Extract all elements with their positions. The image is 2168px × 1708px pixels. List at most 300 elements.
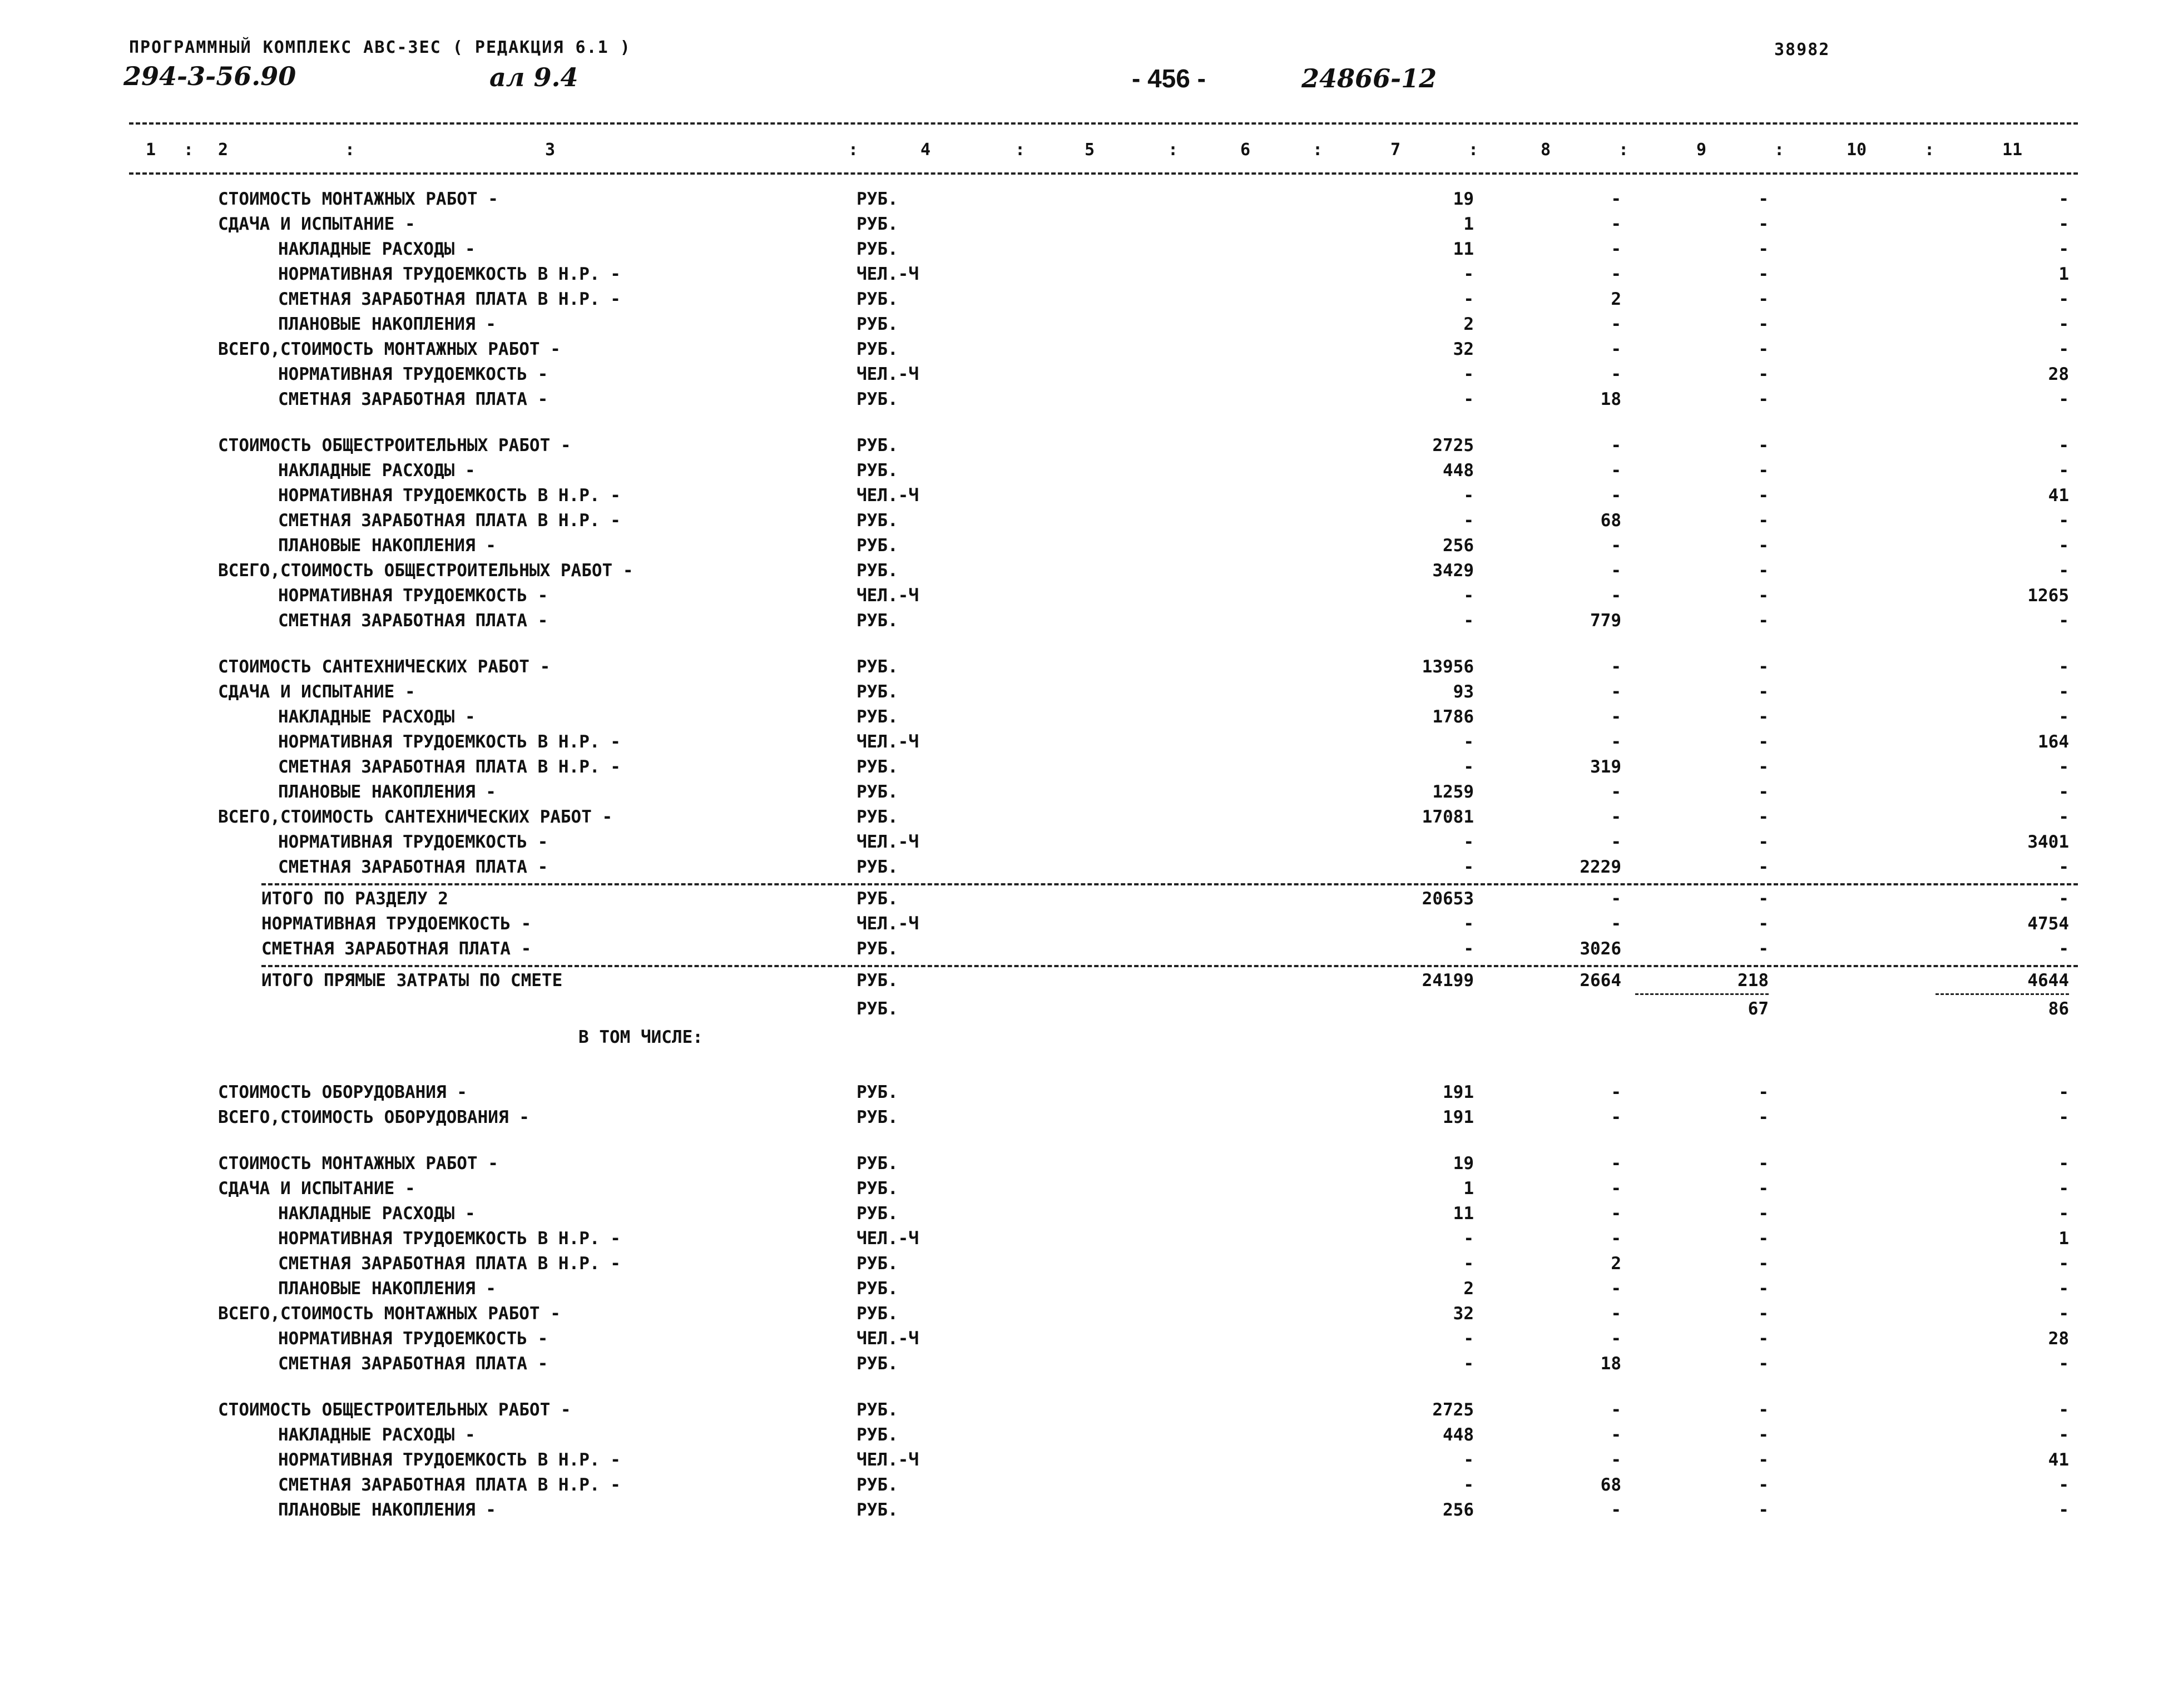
col8-cell: - — [1611, 1153, 1621, 1174]
unit-cell: РУБ. — [857, 1107, 898, 1127]
col11-cell: 164 — [2038, 732, 2069, 752]
table-row — [0, 1082, 2168, 1107]
col7-cell: 448 — [1443, 1425, 1474, 1445]
row-label: НОРМАТИВНАЯ ТРУДОЕМКОСТЬ В Н.Р. - — [278, 1450, 621, 1470]
col9-cell: - — [1758, 1304, 1769, 1324]
unit-cell: ЧЕЛ.-Ч — [857, 1329, 919, 1349]
col9-cell: - — [1758, 314, 1769, 334]
unit-cell: РУБ. — [857, 339, 898, 359]
col8-cell: 18 — [1600, 1354, 1621, 1374]
col7-cell: 13956 — [1422, 657, 1474, 677]
unit-cell: РУБ. — [857, 707, 898, 727]
col9-cell: - — [1758, 1107, 1769, 1127]
col8-cell: 68 — [1600, 511, 1621, 531]
unit-cell: РУБ. — [857, 682, 898, 702]
col9-cell: - — [1758, 1400, 1769, 1420]
col7-cell: - — [1463, 914, 1474, 934]
col11-cell: - — [2058, 611, 2069, 631]
col11-cell: 4754 — [2027, 914, 2069, 934]
col9-cell: 67 — [1748, 999, 1769, 1019]
table-row — [0, 389, 2168, 414]
column-number: 7 — [1390, 140, 1401, 160]
col9-cell: - — [1758, 214, 1769, 234]
col11-cell: - — [2058, 1204, 2069, 1224]
unit-cell: ЧЕЛ.-Ч — [857, 832, 919, 852]
col7-cell: - — [1463, 1329, 1474, 1349]
row-label: ПЛАНОВЫЕ НАКОПЛЕНИЯ - — [278, 536, 496, 556]
col11-cell: 1265 — [2027, 586, 2069, 606]
row-label: СТОИМОСТЬ ОБЩЕСТРОИТЕЛЬНЫХ РАБОТ - — [218, 1400, 571, 1420]
table-row — [0, 682, 2168, 706]
col11-cell: - — [2058, 1179, 2069, 1199]
unit-cell: РУБ. — [857, 1179, 898, 1199]
row-label: ПЛАНОВЫЕ НАКОПЛЕНИЯ - — [278, 1500, 496, 1520]
table-row — [0, 857, 2168, 882]
column-separator: : — [345, 140, 355, 160]
col8-cell: 3026 — [1580, 939, 1621, 959]
col8-cell: - — [1611, 561, 1621, 581]
col7-cell: - — [1463, 1254, 1474, 1274]
table-row — [0, 782, 2168, 806]
table-row — [0, 914, 2168, 938]
col7-cell: 20653 — [1422, 889, 1474, 909]
col8-cell: - — [1611, 1229, 1621, 1249]
column-number: 6 — [1240, 140, 1251, 160]
row-label: НОРМАТИВНАЯ ТРУДОЕМКОСТЬ В Н.Р. - — [278, 732, 621, 752]
col11-cell: - — [2058, 782, 2069, 802]
row-label: ВСЕГО,СТОИМОСТЬ ОБЩЕСТРОИТЕЛЬНЫХ РАБОТ - — [218, 561, 633, 581]
table-row — [0, 561, 2168, 585]
col11-cell: - — [2058, 511, 2069, 531]
col8-cell: - — [1611, 189, 1621, 209]
col8-cell: 2664 — [1580, 971, 1621, 991]
col7-cell: 19 — [1453, 189, 1474, 209]
col7-cell: - — [1463, 264, 1474, 284]
table-row — [0, 536, 2168, 560]
col9-cell: - — [1758, 239, 1769, 259]
table-row — [0, 1329, 2168, 1353]
unit-cell: РУБ. — [857, 389, 898, 409]
doc-code: 294-3-56.90 — [123, 61, 296, 91]
col9-cell: - — [1758, 732, 1769, 752]
table-row — [0, 1400, 2168, 1424]
col8-cell: - — [1611, 682, 1621, 702]
col11-cell: - — [2058, 1254, 2069, 1274]
table-row — [0, 1354, 2168, 1378]
col8-cell: - — [1611, 1500, 1621, 1520]
column-separator: : — [1774, 140, 1785, 160]
col8-cell: - — [1611, 1425, 1621, 1445]
col8-cell: - — [1611, 707, 1621, 727]
col7-cell: 1786 — [1432, 707, 1474, 727]
unit-cell: РУБ. — [857, 289, 898, 309]
col8-cell: - — [1611, 1179, 1621, 1199]
col7-cell: - — [1463, 511, 1474, 531]
program-title: ПРОГРАММНЫЙ КОМПЛЕКС АВС-3ЕС ( РЕДАКЦИЯ 6.1 ) — [129, 38, 631, 57]
col8-cell: - — [1611, 732, 1621, 752]
col9-cell: - — [1758, 682, 1769, 702]
col7-cell: 2 — [1463, 314, 1474, 334]
col9-cell: - — [1758, 1329, 1769, 1349]
column-separator: : — [1168, 140, 1179, 160]
col11-cell: - — [2058, 389, 2069, 409]
col8-cell: - — [1611, 1107, 1621, 1127]
unit-cell: РУБ. — [857, 1279, 898, 1299]
subtotal-rule — [1936, 993, 2069, 995]
col11-cell: - — [2058, 857, 2069, 877]
unit-cell: ЧЕЛ.-Ч — [857, 364, 919, 384]
col7-cell: - — [1463, 832, 1474, 852]
col9-cell: - — [1758, 1475, 1769, 1495]
unit-cell: РУБ. — [857, 1082, 898, 1102]
table-row — [0, 657, 2168, 681]
col11-cell: 28 — [2048, 364, 2069, 384]
col9-cell: - — [1758, 1500, 1769, 1520]
col9-cell: - — [1758, 289, 1769, 309]
row-label: СТОИМОСТЬ ОБОРУДОВАНИЯ - — [218, 1082, 467, 1102]
table-row — [0, 339, 2168, 364]
col8-cell: - — [1611, 914, 1621, 934]
col8-cell: - — [1611, 1082, 1621, 1102]
col8-cell: 18 — [1600, 389, 1621, 409]
table-row — [0, 971, 2168, 995]
col7-cell: 32 — [1453, 339, 1474, 359]
table-row — [0, 832, 2168, 857]
col9-cell: - — [1758, 807, 1769, 827]
row-label: ВСЕГО,СТОИМОСТЬ САНТЕХНИЧЕСКИХ РАБОТ - — [218, 807, 613, 827]
unit-cell: РУБ. — [857, 511, 898, 531]
column-number: 9 — [1696, 140, 1707, 160]
page-number: - 456 - — [1132, 64, 1206, 93]
unit-cell: ЧЕЛ.-Ч — [857, 264, 919, 284]
row-label: СМЕТНАЯ ЗАРАБОТНАЯ ПЛАТА - — [278, 611, 548, 631]
col11-cell: 28 — [2048, 1329, 2069, 1349]
col8-cell: - — [1611, 586, 1621, 606]
row-label: СМЕТНАЯ ЗАРАБОТНАЯ ПЛАТА В Н.Р. - — [278, 289, 621, 309]
col7-cell: 1 — [1463, 214, 1474, 234]
row-label: ИТОГО ПРЯМЫЕ ЗАТРАТЫ ПО СМЕТЕ — [261, 971, 563, 991]
table-row — [0, 1229, 2168, 1253]
row-label: ВСЕГО,СТОИМОСТЬ МОНТАЖНЫХ РАБОТ - — [218, 339, 561, 359]
col8-cell: - — [1611, 314, 1621, 334]
col11-cell: - — [2058, 707, 2069, 727]
column-number: 10 — [1847, 140, 1867, 160]
col11-cell: 1 — [2058, 264, 2069, 284]
table-row — [0, 239, 2168, 264]
col9-cell: - — [1758, 561, 1769, 581]
col11-cell: - — [2058, 461, 2069, 481]
col7-cell: - — [1463, 732, 1474, 752]
col9-cell: - — [1758, 1279, 1769, 1299]
unit-cell: РУБ. — [857, 1254, 898, 1274]
serial-number: 38982 — [1774, 40, 1830, 60]
row-label: НОРМАТИВНАЯ ТРУДОЕМКОСТЬ В Н.Р. - — [278, 264, 621, 284]
including-heading: В ТОМ ЧИСЛЕ: — [578, 1027, 703, 1047]
unit-cell: РУБ. — [857, 1425, 898, 1445]
col8-cell: - — [1611, 339, 1621, 359]
col9-cell: - — [1758, 1450, 1769, 1470]
table-row — [0, 732, 2168, 756]
col8-cell: 779 — [1590, 611, 1621, 631]
col11-cell: - — [2058, 1500, 2069, 1520]
table-row — [0, 189, 2168, 214]
table-row — [0, 1107, 2168, 1132]
subtotal-rule — [1635, 993, 1769, 995]
column-number: 5 — [1085, 140, 1095, 160]
col7-cell: 448 — [1443, 461, 1474, 481]
col9-cell: - — [1758, 1179, 1769, 1199]
col9-cell: - — [1758, 1425, 1769, 1445]
column-separator: : — [848, 140, 859, 160]
col9-cell: - — [1758, 1153, 1769, 1174]
col8-cell: - — [1611, 1204, 1621, 1224]
row-label: НАКЛАДНЫЕ РАСХОДЫ - — [278, 707, 476, 727]
col7-cell: 24199 — [1422, 971, 1474, 991]
table-row — [0, 1450, 2168, 1474]
col7-cell: - — [1463, 486, 1474, 506]
column-separator: : — [184, 140, 194, 160]
col7-cell: - — [1463, 586, 1474, 606]
row-label: СДАЧА И ИСПЫТАНИЕ - — [218, 1179, 415, 1199]
col7-cell: 19 — [1453, 1153, 1474, 1174]
col8-cell: - — [1611, 264, 1621, 284]
col8-cell: - — [1611, 239, 1621, 259]
col7-cell: 191 — [1443, 1107, 1474, 1127]
table-row — [0, 1179, 2168, 1203]
col9-cell: - — [1758, 757, 1769, 777]
header-rule — [129, 172, 2078, 175]
col7-cell: 17081 — [1422, 807, 1474, 827]
col8-cell: - — [1611, 1400, 1621, 1420]
col7-cell: 93 — [1453, 682, 1474, 702]
col11-cell: - — [2058, 561, 2069, 581]
col9-cell: - — [1758, 1082, 1769, 1102]
section-rule — [261, 883, 2078, 885]
col9-cell: - — [1758, 832, 1769, 852]
row-label: СМЕТНАЯ ЗАРАБОТНАЯ ПЛАТА - — [278, 1354, 548, 1374]
col11-cell: - — [2058, 239, 2069, 259]
row-label: НАКЛАДНЫЕ РАСХОДЫ - — [278, 239, 476, 259]
col11-cell: 41 — [2048, 486, 2069, 506]
col9-cell: - — [1758, 707, 1769, 727]
col11-cell: 4644 — [2027, 971, 2069, 991]
col9-cell: - — [1758, 1204, 1769, 1224]
col7-cell: 191 — [1443, 1082, 1474, 1102]
col9-cell: - — [1758, 536, 1769, 556]
col9-cell: - — [1758, 1229, 1769, 1249]
unit-cell: РУБ. — [857, 1153, 898, 1174]
row-label: ПЛАНОВЫЕ НАКОПЛЕНИЯ - — [278, 1279, 496, 1299]
column-number: 4 — [920, 140, 931, 160]
col8-cell: - — [1611, 1329, 1621, 1349]
col9-cell: - — [1758, 657, 1769, 677]
col11-cell: - — [2058, 189, 2069, 209]
table-row — [0, 807, 2168, 831]
col9-cell: 218 — [1738, 971, 1769, 991]
row-label: ВСЕГО,СТОИМОСТЬ МОНТАЖНЫХ РАБОТ - — [218, 1304, 561, 1324]
col9-cell: - — [1758, 364, 1769, 384]
unit-cell: ЧЕЛ.-Ч — [857, 732, 919, 752]
col11-cell: 41 — [2048, 1450, 2069, 1470]
table-row — [0, 1153, 2168, 1178]
col7-cell: - — [1463, 389, 1474, 409]
row-label: СМЕТНАЯ ЗАРАБОТНАЯ ПЛАТА В Н.Р. - — [278, 1254, 621, 1274]
col8-cell: 2229 — [1580, 857, 1621, 877]
col7-cell: - — [1463, 757, 1474, 777]
row-label: СТОИМОСТЬ ОБЩЕСТРОИТЕЛЬНЫХ РАБОТ - — [218, 435, 571, 456]
unit-cell: ЧЕЛ.-Ч — [857, 486, 919, 506]
row-label: НОРМАТИВНАЯ ТРУДОЕМКОСТЬ - — [278, 1329, 548, 1349]
col9-cell: - — [1758, 586, 1769, 606]
col7-cell: - — [1463, 939, 1474, 959]
table-row — [0, 314, 2168, 339]
unit-cell: РУБ. — [857, 314, 898, 334]
col8-cell: - — [1611, 832, 1621, 852]
col11-cell: - — [2058, 807, 2069, 827]
table-row — [0, 1204, 2168, 1228]
col7-cell: - — [1463, 611, 1474, 631]
col11-cell: - — [2058, 1400, 2069, 1420]
row-label: НОРМАТИВНАЯ ТРУДОЕМКОСТЬ - — [278, 586, 548, 606]
table-row — [0, 757, 2168, 781]
unit-cell: РУБ. — [857, 1500, 898, 1520]
col7-cell: - — [1463, 364, 1474, 384]
table-row — [0, 939, 2168, 963]
col11-cell: - — [2058, 1425, 2069, 1445]
unit-cell: РУБ. — [857, 1204, 898, 1224]
col8-cell: 2 — [1611, 1254, 1621, 1274]
col9-cell: - — [1758, 511, 1769, 531]
unit-cell: РУБ. — [857, 757, 898, 777]
col7-cell: - — [1463, 1450, 1474, 1470]
col8-cell: 319 — [1590, 757, 1621, 777]
col8-cell: - — [1611, 536, 1621, 556]
unit-cell: ЧЕЛ.-Ч — [857, 1450, 919, 1470]
row-label: СМЕТНАЯ ЗАРАБОТНАЯ ПЛАТА - — [278, 857, 548, 877]
col11-cell: 1 — [2058, 1229, 2069, 1249]
col7-cell: 11 — [1453, 239, 1474, 259]
table-row — [0, 435, 2168, 460]
col8-cell: - — [1611, 1304, 1621, 1324]
row-label: СМЕТНАЯ ЗАРАБОТНАЯ ПЛАТА В Н.Р. - — [278, 757, 621, 777]
col8-cell: 68 — [1600, 1475, 1621, 1495]
unit-cell: РУБ. — [857, 889, 898, 909]
col9-cell: - — [1758, 435, 1769, 456]
row-label: ПЛАНОВЫЕ НАКОПЛЕНИЯ - — [278, 314, 496, 334]
col11-cell: - — [2058, 435, 2069, 456]
col7-cell: 256 — [1443, 536, 1474, 556]
unit-cell: РУБ. — [857, 782, 898, 802]
col11-cell: - — [2058, 657, 2069, 677]
col11-cell: 3401 — [2027, 832, 2069, 852]
col8-cell: - — [1611, 364, 1621, 384]
col9-cell: - — [1758, 914, 1769, 934]
row-label: НАКЛАДНЫЕ РАСХОДЫ - — [278, 1425, 476, 1445]
top-rule — [129, 122, 2078, 125]
col9-cell: - — [1758, 264, 1769, 284]
row-label: СМЕТНАЯ ЗАРАБОТНАЯ ПЛАТА - — [278, 389, 548, 409]
unit-cell: ЧЕЛ.-Ч — [857, 586, 919, 606]
col11-cell: - — [2058, 889, 2069, 909]
unit-cell: РУБ. — [857, 939, 898, 959]
unit-cell: РУБ. — [857, 611, 898, 631]
column-number: 1 — [146, 140, 156, 160]
unit-cell: РУБ. — [857, 1400, 898, 1420]
col9-cell: - — [1758, 1354, 1769, 1374]
col8-cell: - — [1611, 1450, 1621, 1470]
col9-cell: - — [1758, 782, 1769, 802]
col9-cell: - — [1758, 389, 1769, 409]
col11-cell: - — [2058, 339, 2069, 359]
col11-cell: - — [2058, 1279, 2069, 1299]
row-label: СМЕТНАЯ ЗАРАБОТНАЯ ПЛАТА - — [261, 939, 532, 959]
column-separator: : — [1313, 140, 1323, 160]
col9-cell: - — [1758, 939, 1769, 959]
row-label: НОРМАТИВНАЯ ТРУДОЕМКОСТЬ - — [278, 832, 548, 852]
unit-cell: РУБ. — [857, 1304, 898, 1324]
table-row — [0, 214, 2168, 239]
col11-cell: - — [2058, 1107, 2069, 1127]
col9-cell: - — [1758, 339, 1769, 359]
col11-cell: - — [2058, 536, 2069, 556]
col11-cell: - — [2058, 939, 2069, 959]
row-label: СТОИМОСТЬ МОНТАЖНЫХ РАБОТ - — [218, 1153, 498, 1174]
col9-cell: - — [1758, 189, 1769, 209]
table-row — [0, 1279, 2168, 1303]
row-label: СДАЧА И ИСПЫТАНИЕ - — [218, 214, 415, 234]
column-number: 11 — [2002, 140, 2023, 160]
col11-cell: - — [2058, 757, 2069, 777]
unit-cell: РУБ. — [857, 189, 898, 209]
row-label: НОРМАТИВНАЯ ТРУДОЕМКОСТЬ - — [278, 364, 548, 384]
unit-cell: РУБ. — [857, 807, 898, 827]
row-label: НОРМАТИВНАЯ ТРУДОЕМКОСТЬ В Н.Р. - — [278, 1229, 621, 1249]
table-row — [0, 1500, 2168, 1524]
column-separator: : — [1618, 140, 1629, 160]
table-row — [0, 707, 2168, 731]
col7-cell: - — [1463, 1475, 1474, 1495]
unit-cell: РУБ. — [857, 561, 898, 581]
col11-cell: - — [2058, 289, 2069, 309]
unit-cell: РУБ. — [857, 461, 898, 481]
col7-cell: 2725 — [1432, 435, 1474, 456]
table-row — [0, 586, 2168, 610]
handwritten-number: 24866-12 — [1301, 63, 1437, 93]
section-rule — [261, 965, 2078, 967]
col9-cell: - — [1758, 461, 1769, 481]
column-number: 2 — [218, 140, 229, 160]
unit-cell: РУБ. — [857, 971, 898, 991]
col11-cell: 86 — [2048, 999, 2069, 1019]
col7-cell: - — [1463, 289, 1474, 309]
col8-cell: - — [1611, 782, 1621, 802]
col7-cell: - — [1463, 857, 1474, 877]
col11-cell: - — [2058, 314, 2069, 334]
table-row — [0, 486, 2168, 510]
row-label: ПЛАНОВЫЕ НАКОПЛЕНИЯ - — [278, 782, 496, 802]
row-label: ВСЕГО,СТОИМОСТЬ ОБОРУДОВАНИЯ - — [218, 1107, 529, 1127]
album-number: ал 9.4 — [489, 62, 578, 92]
unit-cell: РУБ. — [857, 239, 898, 259]
col11-cell: - — [2058, 1082, 2069, 1102]
table-row — [0, 1304, 2168, 1328]
table-row — [0, 611, 2168, 635]
col8-cell: - — [1611, 461, 1621, 481]
col7-cell: 3429 — [1432, 561, 1474, 581]
col7-cell: 1259 — [1432, 782, 1474, 802]
col8-cell: - — [1611, 807, 1621, 827]
col9-cell: - — [1758, 857, 1769, 877]
